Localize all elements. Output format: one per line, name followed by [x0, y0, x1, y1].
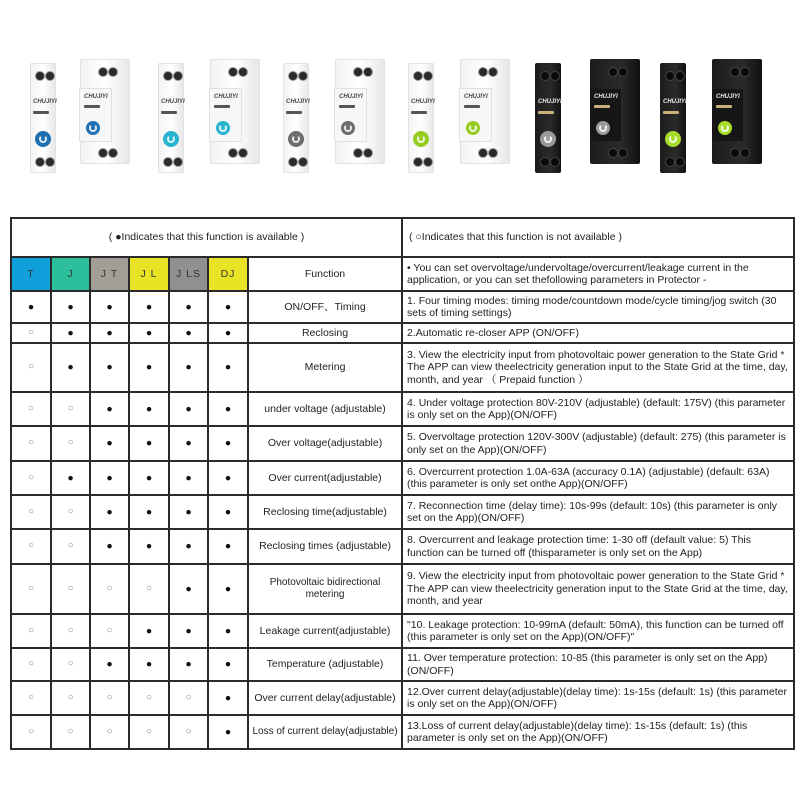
brand-logo: CHUJIYI: [161, 99, 185, 105]
rating-label: [594, 105, 610, 108]
brand-logo: CHUJIYI: [339, 94, 363, 100]
availability-mark-jls: ●: [169, 461, 208, 495]
header-row: [11, 257, 794, 291]
function-name: Over current(adjustable): [248, 461, 402, 495]
power-button-icon: [288, 131, 304, 147]
brand-logo: CHUJIYI: [464, 94, 488, 100]
function-name: Metering: [248, 343, 402, 392]
availability-mark-jl: ●: [129, 614, 169, 648]
table-row: [11, 323, 794, 343]
terminal-screw: [478, 67, 488, 77]
terminal-screw: [730, 148, 740, 158]
product-device-8: [460, 59, 510, 164]
availability-mark-dj: ●: [208, 715, 248, 749]
terminal-screw: [478, 148, 488, 158]
terminal-screw: [618, 148, 628, 158]
availability-mark-jt: ○: [90, 614, 129, 648]
availability-mark-dj: ●: [208, 461, 248, 495]
availability-mark-jt: ●: [90, 461, 129, 495]
availability-mark-jl: ●: [129, 323, 169, 343]
availability-mark-j: ○: [51, 529, 90, 564]
terminal-screw: [98, 67, 108, 77]
availability-mark-t: ○: [11, 343, 51, 392]
availability-mark-jls: ●: [169, 529, 208, 564]
product-device-11: [660, 63, 686, 173]
table-row: [11, 648, 794, 681]
legend-unavailable: ( ○Indicates that this function is not available ): [402, 218, 794, 257]
rating-label: [464, 105, 480, 108]
product-device-6: [335, 59, 385, 164]
table-row: [11, 291, 794, 323]
column-header-dj: DJ: [208, 257, 248, 291]
terminal-screw: [298, 71, 308, 81]
function-header: Function: [248, 257, 402, 291]
availability-mark-jt: ●: [90, 392, 129, 426]
availability-mark-t: ○: [11, 564, 51, 614]
function-description: 1. Four timing modes: timing mode/countdown mode/cycle timing/jog switch (30 sets of timing settings): [402, 291, 794, 323]
function-description: 9. View the electricity input from photovoltaic power generation to the State Grid * The APP can view theelectricity generation input to the State Grid at the time, day, month, and year: [402, 564, 794, 614]
power-button-icon: [718, 121, 732, 135]
product-device-3: [158, 63, 184, 173]
terminal-screw: [608, 67, 618, 77]
availability-mark-dj: ●: [208, 343, 248, 392]
availability-mark-t: ○: [11, 426, 51, 461]
availability-mark-j: ○: [51, 715, 90, 749]
table-row: [11, 715, 794, 749]
availability-mark-j: ●: [51, 323, 90, 343]
availability-mark-j: ○: [51, 681, 90, 715]
availability-mark-jls: ●: [169, 648, 208, 681]
table-row: [11, 392, 794, 426]
terminal-screw: [488, 148, 498, 158]
availability-mark-jl: ●: [129, 461, 169, 495]
terminal-screw: [163, 71, 173, 81]
availability-mark-jls: ○: [169, 681, 208, 715]
rating-label: [538, 111, 554, 114]
availability-mark-dj: ●: [208, 614, 248, 648]
rating-label: [411, 111, 427, 114]
brand-logo: CHUJIYI: [286, 99, 310, 105]
availability-mark-jls: ○: [169, 715, 208, 749]
function-description: 7. Reconnection time (delay time): 10s-99s (default: 10s) (this parameter is only set on the App)(ON/OFF): [402, 495, 794, 529]
availability-mark-jt: ○: [90, 715, 129, 749]
terminal-screw: [665, 157, 675, 167]
availability-mark-jt: ●: [90, 529, 129, 564]
function-description: 12.Over current delay(adjustable)(delay time): 1s-15s (default: 1s) (this parameter is only set on the App)(ON/OFF): [402, 681, 794, 715]
availability-mark-jl: ●: [129, 648, 169, 681]
availability-mark-jl: ●: [129, 291, 169, 323]
terminal-screw: [363, 148, 373, 158]
rating-label: [663, 111, 679, 114]
terminal-screw: [665, 71, 675, 81]
rating-label: [339, 105, 355, 108]
availability-mark-t: ○: [11, 461, 51, 495]
availability-mark-jl: ○: [129, 715, 169, 749]
availability-mark-t: ○: [11, 614, 51, 648]
availability-mark-j: ○: [51, 495, 90, 529]
legend-available: ( ●Indicates that this function is available ): [11, 218, 402, 257]
brand-logo: CHUJIYI: [84, 94, 108, 100]
product-device-2: [80, 59, 130, 164]
terminal-screw: [288, 71, 298, 81]
function-name: Over current delay(adjustable): [248, 681, 402, 715]
terminal-screw: [413, 157, 423, 167]
power-button-icon: [163, 131, 179, 147]
terminal-screw: [618, 67, 628, 77]
table-row: [11, 343, 794, 392]
availability-mark-j: ○: [51, 426, 90, 461]
availability-mark-jls: ●: [169, 343, 208, 392]
availability-mark-dj: ●: [208, 564, 248, 614]
function-description: 4. Under voltage protection 80V-210V (adjustable) (default: 175V) (this parameter is only set on the App)(ON/OFF): [402, 392, 794, 426]
power-button-icon: [466, 121, 480, 135]
function-description: 3. View the electricity input from photovoltaic power generation to the State Grid * The APP can view theelectricity generation input to the State Grid at the time, day, month, and year （ Prepaid function ）: [402, 343, 794, 392]
availability-mark-jt: ●: [90, 291, 129, 323]
availability-mark-jl: ●: [129, 495, 169, 529]
intro-text: • You can set overvoltage/undervoltage/overcurrent/leakage current in the application, or you can set thefollowing parameters in Protector -: [402, 257, 794, 291]
terminal-screw: [298, 157, 308, 167]
terminal-screw: [288, 157, 298, 167]
column-header-jls: J LS: [169, 257, 208, 291]
availability-mark-t: ○: [11, 648, 51, 681]
availability-mark-jt: ●: [90, 426, 129, 461]
terminal-screw: [45, 157, 55, 167]
product-device-9: [535, 63, 561, 173]
availability-mark-dj: ●: [208, 648, 248, 681]
availability-mark-jl: ●: [129, 392, 169, 426]
power-button-icon: [35, 131, 51, 147]
availability-mark-dj: ●: [208, 426, 248, 461]
availability-mark-jls: ●: [169, 495, 208, 529]
terminal-screw: [173, 157, 183, 167]
terminal-screw: [550, 71, 560, 81]
function-description: 2.Automatic re-closer APP (ON/OFF): [402, 323, 794, 343]
availability-mark-jt: ●: [90, 495, 129, 529]
availability-mark-dj: ●: [208, 529, 248, 564]
terminal-screw: [423, 157, 433, 167]
product-device-4: [210, 59, 260, 164]
availability-mark-jt: ●: [90, 343, 129, 392]
rating-label: [214, 105, 230, 108]
terminal-screw: [675, 71, 685, 81]
availability-mark-dj: ●: [208, 323, 248, 343]
availability-mark-j: ●: [51, 291, 90, 323]
availability-mark-jls: ●: [169, 426, 208, 461]
brand-logo: CHUJIYI: [411, 99, 435, 105]
availability-mark-dj: ●: [208, 495, 248, 529]
function-name: Reclosing time(adjustable): [248, 495, 402, 529]
availability-mark-jl: ●: [129, 343, 169, 392]
table-row: [11, 495, 794, 529]
function-description: 13.Loss of current delay(adjustable)(delay time): 1s-15s (default: 1s) (this parameter is only set on the App)(ON/OFF): [402, 715, 794, 749]
power-button-icon: [596, 121, 610, 135]
function-description: "10. Leakage protection: 10-99mA (default: 50mA), this function can be turned off (this parameter is only set on the App)(ON/OFF)": [402, 614, 794, 648]
availability-mark-jt: ●: [90, 648, 129, 681]
terminal-screw: [550, 157, 560, 167]
terminal-screw: [228, 67, 238, 77]
availability-mark-jls: ●: [169, 564, 208, 614]
terminal-screw: [740, 148, 750, 158]
terminal-screw: [488, 67, 498, 77]
terminal-screw: [108, 67, 118, 77]
product-device-5: [283, 63, 309, 173]
table-row: [11, 564, 794, 614]
rating-label: [286, 111, 302, 114]
column-header-jt: J T: [90, 257, 129, 291]
brand-logo: CHUJIYI: [538, 99, 562, 105]
table-row: [11, 614, 794, 648]
table-row: [11, 426, 794, 461]
table-row: [11, 681, 794, 715]
availability-mark-dj: ●: [208, 681, 248, 715]
function-description: 5. Overvoltage protection 120V-300V (adjustable) (default: 275) (this parameter is only set on the App)(ON/OFF): [402, 426, 794, 461]
availability-mark-jls: ●: [169, 323, 208, 343]
table-row: [11, 461, 794, 495]
availability-mark-jls: ●: [169, 614, 208, 648]
terminal-screw: [608, 148, 618, 158]
function-name: Loss of current delay(adjustable): [248, 715, 402, 749]
power-button-icon: [86, 121, 100, 135]
brand-logo: CHUJIYI: [716, 94, 740, 100]
availability-mark-dj: ●: [208, 392, 248, 426]
availability-mark-jl: ●: [129, 529, 169, 564]
availability-mark-j: ○: [51, 392, 90, 426]
terminal-screw: [353, 67, 363, 77]
availability-mark-jl: ●: [129, 426, 169, 461]
terminal-screw: [238, 67, 248, 77]
availability-mark-t: ○: [11, 529, 51, 564]
brand-logo: CHUJIYI: [663, 99, 687, 105]
function-name: ON/OFF、Timing: [248, 291, 402, 323]
column-header-j: J: [51, 257, 90, 291]
function-comparison-table: [10, 217, 795, 750]
power-button-icon: [540, 131, 556, 147]
terminal-screw: [163, 157, 173, 167]
column-header-jl: J L: [129, 257, 169, 291]
availability-mark-j: ●: [51, 343, 90, 392]
table-row: [11, 529, 794, 564]
availability-mark-j: ○: [51, 614, 90, 648]
function-description: 6. Overcurrent protection 1.0A-63A (accuracy 0.1A) (adjustable) (default: 63A) (this parameter is only set onthe App)(ON/OFF): [402, 461, 794, 495]
terminal-screw: [363, 67, 373, 77]
terminal-screw: [413, 71, 423, 81]
terminal-screw: [228, 148, 238, 158]
function-name: Photovoltaic bidirectional metering: [248, 564, 402, 614]
terminal-screw: [45, 71, 55, 81]
terminal-screw: [238, 148, 248, 158]
power-button-icon: [216, 121, 230, 135]
availability-mark-t: ○: [11, 323, 51, 343]
product-device-1: [30, 63, 56, 173]
legend-row: [11, 218, 794, 257]
availability-mark-t: ●: [11, 291, 51, 323]
power-button-icon: [413, 131, 429, 147]
rating-label: [33, 111, 49, 114]
rating-label: [84, 105, 100, 108]
availability-mark-jt: ○: [90, 681, 129, 715]
terminal-screw: [740, 67, 750, 77]
terminal-screw: [540, 157, 550, 167]
terminal-screw: [35, 71, 45, 81]
terminal-screw: [675, 157, 685, 167]
function-name: Over voltage(adjustable): [248, 426, 402, 461]
terminal-screw: [35, 157, 45, 167]
availability-mark-jt: ○: [90, 564, 129, 614]
rating-label: [161, 111, 177, 114]
column-header-t: T: [11, 257, 51, 291]
availability-mark-j: ●: [51, 461, 90, 495]
function-description: 8. Overcurrent and leakage protection time: 1-30 off (default value: 5) This function can be turned off (thisparameter is only set on the App): [402, 529, 794, 564]
power-button-icon: [341, 121, 355, 135]
function-name: Leakage current(adjustable): [248, 614, 402, 648]
terminal-screw: [540, 71, 550, 81]
brand-logo: CHUJIYI: [33, 99, 57, 105]
power-button-icon: [665, 131, 681, 147]
terminal-screw: [353, 148, 363, 158]
brand-logo: CHUJIYI: [214, 94, 238, 100]
product-device-7: [408, 63, 434, 173]
availability-mark-t: ○: [11, 681, 51, 715]
function-name: Reclosing: [248, 323, 402, 343]
terminal-screw: [173, 71, 183, 81]
function-name: Reclosing times (adjustable): [248, 529, 402, 564]
availability-mark-t: ○: [11, 715, 51, 749]
availability-mark-t: ○: [11, 392, 51, 426]
function-name: Temperature (adjustable): [248, 648, 402, 681]
product-photo-strip: [0, 55, 800, 175]
availability-mark-j: ○: [51, 648, 90, 681]
product-device-10: [590, 59, 640, 164]
availability-mark-jt: ●: [90, 323, 129, 343]
terminal-screw: [98, 148, 108, 158]
rating-label: [716, 105, 732, 108]
terminal-screw: [730, 67, 740, 77]
availability-mark-dj: ●: [208, 291, 248, 323]
terminal-screw: [108, 148, 118, 158]
terminal-screw: [423, 71, 433, 81]
product-device-12: [712, 59, 762, 164]
availability-mark-jls: ●: [169, 291, 208, 323]
availability-mark-jl: ○: [129, 681, 169, 715]
availability-mark-j: ○: [51, 564, 90, 614]
brand-logo: CHUJIYI: [594, 94, 618, 100]
availability-mark-jl: ○: [129, 564, 169, 614]
function-description: 11. Over temperature protection: 10-85 (this parameter is only set on the App)(ON/OFF): [402, 648, 794, 681]
function-name: under voltage (adjustable): [248, 392, 402, 426]
availability-mark-jls: ●: [169, 392, 208, 426]
availability-mark-t: ○: [11, 495, 51, 529]
